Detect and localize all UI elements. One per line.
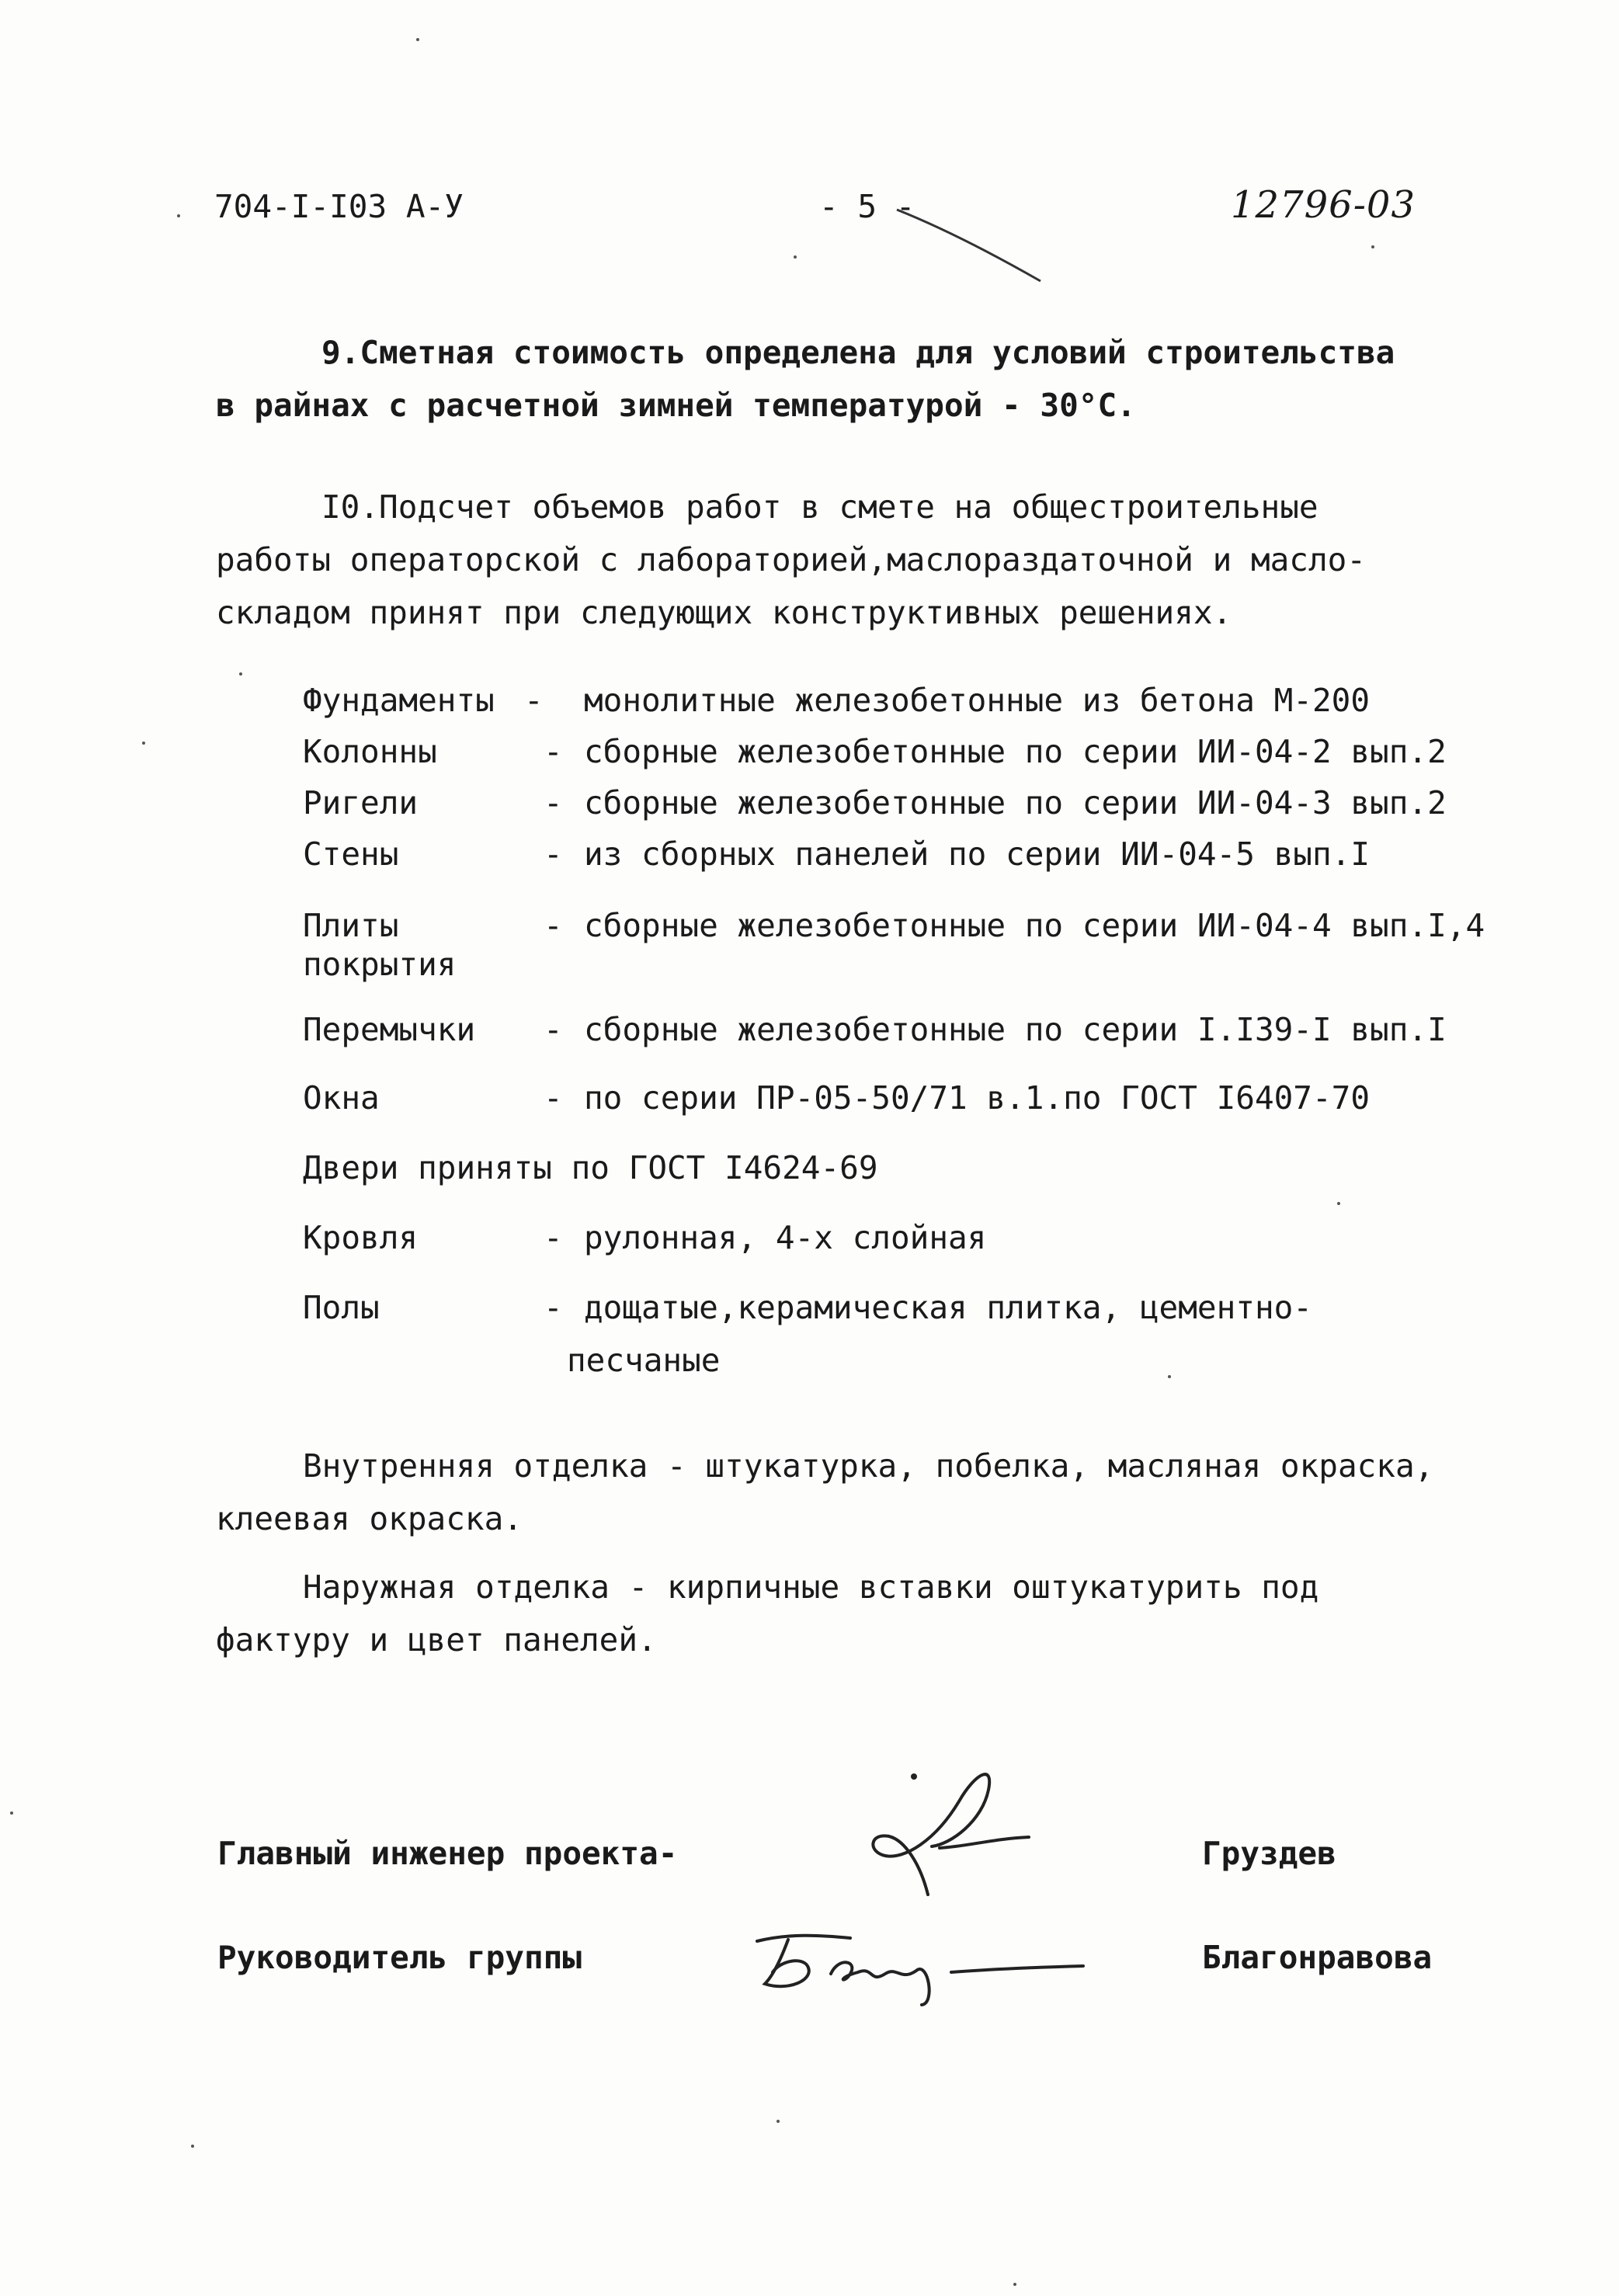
- spec-dash: -: [544, 1289, 563, 1326]
- spec-label: Кровля: [303, 1219, 419, 1256]
- group-leader-name: Благонравова: [1202, 1939, 1433, 1976]
- inner-finish-line1: Внутренняя отделка - штукатурка, побелка, масляная окраска,: [303, 1447, 1434, 1485]
- spec-label: Стены: [303, 835, 399, 873]
- paragraph-10-line1: I0.Подсчет объемов работ в смете на общестроительные: [321, 488, 1318, 526]
- chief-engineer-name: Груздев: [1202, 1835, 1336, 1872]
- outer-finish-line2: фактуру и цвет панелей.: [216, 1621, 657, 1659]
- spec-dash: -: [544, 1079, 563, 1117]
- spec-label: Полы: [303, 1289, 380, 1326]
- paragraph-10-line3: складом принят при следующих конструктивных решениях.: [216, 594, 1232, 631]
- scan-speck: [776, 2120, 780, 2123]
- spec-value: сборные железобетонные по серии ИИ-04-3 вып.2: [584, 784, 1447, 821]
- scan-speck: [1013, 2283, 1016, 2286]
- doc-code: 704-I-I03 А-У: [214, 188, 464, 225]
- spec-label: Двери приняты по ГОСТ I4624-69: [303, 1149, 878, 1186]
- spec-value: сборные железобетонные по серии ИИ-04-4 вып.I,4: [584, 907, 1485, 944]
- page-number: - 5 -: [819, 188, 915, 225]
- outer-finish-line1: Наружная отделка - кирпичные вставки оштукатурить под: [303, 1568, 1319, 1606]
- spec-label: Окна: [303, 1079, 380, 1117]
- spec-label: Фундаменты: [303, 682, 495, 719]
- signature-group-leader: [742, 1918, 1099, 2011]
- spec-label: Ригели: [303, 784, 419, 821]
- spec-value: монолитные железобетонные из бетона М-200: [584, 682, 1371, 719]
- spec-value: по серии ПР-05-50/71 в.1.по ГОСТ I6407-70: [584, 1079, 1371, 1117]
- spec-label-line2: покрытия: [303, 946, 457, 983]
- pen-stroke-mark: [893, 203, 1048, 289]
- spec-value: дощатые,керамическая плитка, цементно-: [584, 1289, 1312, 1326]
- chief-engineer-role: Главный инженер проекта-: [217, 1835, 678, 1872]
- paragraph-9-line1: 9.Сметная стоимость определена для условий строительства: [321, 334, 1395, 371]
- group-leader-role: Руководитель группы: [217, 1939, 582, 1976]
- scan-speck: [177, 214, 180, 217]
- scan-speck: [239, 672, 242, 676]
- spec-dash: -: [544, 1011, 563, 1048]
- spec-label: Перемычки: [303, 1011, 476, 1048]
- signature-chief-engineer: [858, 1755, 1044, 1910]
- spec-dash: -: [544, 784, 563, 821]
- spec-value: сборные железобетонные по серии I.I39-I вып.I: [584, 1011, 1447, 1048]
- scan-speck: [1371, 245, 1374, 248]
- spec-dash: -: [544, 907, 563, 944]
- spec-dash: -: [544, 1219, 563, 1256]
- scan-speck: [416, 38, 419, 41]
- handwritten-number: 12796-03: [1231, 183, 1416, 227]
- scan-speck: [142, 742, 145, 745]
- spec-dash: -: [544, 733, 563, 770]
- spec-label: Плиты: [303, 907, 399, 944]
- spec-value: из сборных панелей по серии ИИ-04-5 вып.I: [584, 835, 1371, 873]
- spec-label: Колонны: [303, 733, 437, 770]
- scan-speck: [794, 255, 797, 259]
- scan-speck: [191, 2145, 194, 2148]
- paragraph-9-line2: в райнах с расчетной зимней температурой - 30°С.: [216, 387, 1136, 424]
- spec-value: сборные железобетонные по серии ИИ-04-2 вып.2: [584, 733, 1447, 770]
- spec-value-line2: песчаные: [567, 1342, 721, 1379]
- paragraph-10-line2: работы операторской с лабораторией,маслораздаточной и масло-: [216, 541, 1367, 578]
- scan-speck: [1337, 1202, 1340, 1205]
- scan-speck: [10, 1811, 13, 1815]
- spec-dash: -: [544, 835, 563, 873]
- scan-speck: [1168, 1375, 1171, 1378]
- inner-finish-line2: клеевая окраска.: [216, 1500, 523, 1537]
- spec-value: рулонная, 4-х слойная: [584, 1219, 987, 1256]
- spec-dash: -: [524, 682, 544, 719]
